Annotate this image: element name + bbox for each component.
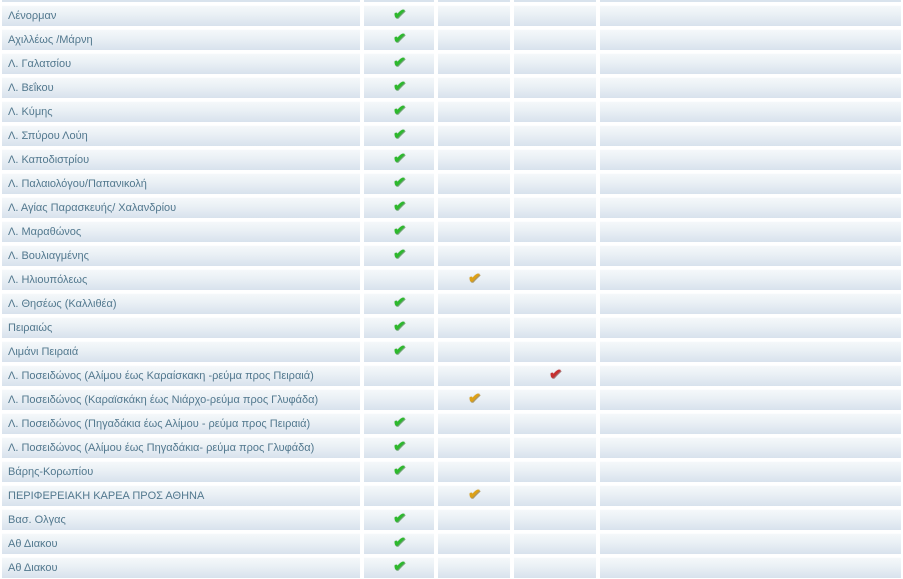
status-cell-2: [438, 101, 510, 122]
status-cell-2: [438, 221, 510, 242]
status-cell-3: [514, 149, 596, 170]
status-cell-2: [438, 365, 510, 386]
table-row: [2, 149, 901, 170]
road-name-cell: [2, 5, 360, 26]
status-cell-4: [600, 269, 901, 290]
clipped-cell: [364, 0, 434, 2]
road-name-label: Λ. Γαλατσίου: [8, 57, 72, 70]
green-check-icon: ✔: [391, 533, 407, 552]
status-cell-3: [514, 413, 596, 434]
road-name-cell: [2, 173, 360, 194]
status-cell-1: [364, 389, 434, 410]
road-name-cell: [2, 197, 360, 218]
status-cell-2: [438, 293, 510, 314]
green-check-icon: ✔: [391, 53, 407, 72]
road-name-label: Βασ. Ολγας: [8, 513, 66, 526]
status-cell-4: [600, 5, 901, 26]
road-name-cell: [2, 53, 360, 74]
status-cell-2: [438, 389, 510, 410]
status-cell-4: [600, 149, 901, 170]
status-cell-1: [364, 485, 434, 506]
road-name-cell: [2, 221, 360, 242]
status-cell-2: [438, 29, 510, 50]
table-row: [2, 533, 901, 554]
road-name-label: Λένορμαν: [8, 9, 57, 22]
road-name-cell: [2, 365, 360, 386]
green-check-icon: ✔: [391, 29, 407, 48]
road-name-label: Αχιλλέως /Μάρνη: [8, 33, 93, 46]
road-name-cell: [2, 317, 360, 338]
table-row: [2, 29, 901, 50]
road-name-cell: [2, 149, 360, 170]
status-cell-4: [600, 533, 901, 554]
road-name-cell: [2, 413, 360, 434]
status-cell-2: [438, 533, 510, 554]
status-cell-2: [438, 509, 510, 530]
road-name-label: Αθ Διακου: [8, 561, 58, 574]
status-cell-4: [600, 317, 901, 338]
road-name-cell: [2, 101, 360, 122]
status-cell-4: [600, 437, 901, 458]
status-cell-3: [514, 197, 596, 218]
status-cell-3: [514, 341, 596, 362]
status-cell-1: [364, 461, 434, 482]
status-cell-3: [514, 533, 596, 554]
status-cell-2: [438, 149, 510, 170]
table-row: [2, 317, 901, 338]
green-check-icon: ✔: [391, 77, 407, 96]
road-name-cell: [2, 389, 360, 410]
status-cell-1: [364, 221, 434, 242]
road-name-label: Λ. Κύμης: [8, 105, 53, 118]
status-cell-1: [364, 413, 434, 434]
status-cell-4: [600, 413, 901, 434]
road-name-cell: [2, 77, 360, 98]
status-cell-2: [438, 245, 510, 266]
green-check-icon: ✔: [391, 5, 407, 24]
road-name-label: ΠΕΡΙΦΕΡΕΙΑΚΗ ΚΑΡΕΑ ΠΡΟΣ ΑΘΗΝΑ: [8, 489, 205, 502]
status-cell-4: [600, 125, 901, 146]
road-name-label: Λ. Ποσειδώνος (Αλίμου έως Καραίσκακη -ρεύμα προς Πειραιά): [8, 369, 314, 382]
clipped-cell: [2, 0, 360, 2]
table-row: [2, 173, 901, 194]
green-check-icon: ✔: [391, 317, 407, 336]
clipped-cell: [514, 0, 596, 2]
orange-check-icon: ✔: [466, 389, 482, 408]
status-cell-1: [364, 437, 434, 458]
road-name-label: Λ. Μαραθώνος: [8, 225, 82, 238]
status-cell-3: [514, 389, 596, 410]
status-cell-4: [600, 53, 901, 74]
road-name-label: Λ. Αγίας Παρασκευής/ Χαλανδρίου: [8, 201, 177, 214]
status-cell-4: [600, 341, 901, 362]
road-name-cell: [2, 461, 360, 482]
road-name-cell: [2, 125, 360, 146]
status-cell-1: [364, 341, 434, 362]
status-cell-3: [514, 485, 596, 506]
status-cell-4: [600, 461, 901, 482]
status-cell-4: [600, 245, 901, 266]
status-cell-4: [600, 557, 901, 578]
table-row: [2, 269, 901, 290]
road-name-label: Λ. Παλαιολόγου/Παπανικολή: [8, 177, 147, 190]
status-cell-3: [514, 125, 596, 146]
clipped-cell: [600, 0, 901, 2]
table-row: [2, 293, 901, 314]
status-cell-1: [364, 173, 434, 194]
green-check-icon: ✔: [391, 245, 407, 264]
red-check-icon: ✔: [547, 365, 563, 384]
road-name-label: Λ. Ποσειδώνος (Αλίμου έως Πηγαδάκια- ρεύμα προς Γλυφάδα): [8, 441, 315, 454]
green-check-icon: ✔: [391, 461, 407, 480]
green-check-icon: ✔: [391, 149, 407, 168]
status-cell-1: [364, 317, 434, 338]
table-row: [2, 77, 901, 98]
status-cell-1: [364, 269, 434, 290]
road-name-cell: [2, 341, 360, 362]
road-name-cell: [2, 437, 360, 458]
status-cell-2: [438, 269, 510, 290]
status-cell-4: [600, 509, 901, 530]
status-cell-2: [438, 557, 510, 578]
table-row: [2, 5, 901, 26]
road-name-cell: [2, 509, 360, 530]
status-cell-2: [438, 317, 510, 338]
status-cell-1: [364, 533, 434, 554]
green-check-icon: ✔: [391, 557, 407, 576]
table-row: [2, 341, 901, 362]
status-cell-1: [364, 557, 434, 578]
status-cell-2: [438, 5, 510, 26]
status-cell-4: [600, 485, 901, 506]
status-cell-3: [514, 317, 596, 338]
status-cell-3: [514, 365, 596, 386]
road-name-label: Λ. Βεΐκου: [8, 81, 54, 94]
table-row: [2, 437, 901, 458]
road-name-label: Λ. Θησέως (Καλλιθέα): [8, 297, 117, 310]
status-cell-3: [514, 269, 596, 290]
status-cell-3: [514, 245, 596, 266]
road-name-label: Λ. Βουλιαγμένης: [8, 249, 89, 262]
status-cell-2: [438, 77, 510, 98]
green-check-icon: ✔: [391, 509, 407, 528]
green-check-icon: ✔: [391, 341, 407, 360]
status-cell-3: [514, 101, 596, 122]
status-cell-1: [364, 101, 434, 122]
status-cell-1: [364, 53, 434, 74]
status-cell-3: [514, 173, 596, 194]
status-cell-2: [438, 197, 510, 218]
status-cell-4: [600, 173, 901, 194]
orange-check-icon: ✔: [466, 269, 482, 288]
status-cell-3: [514, 5, 596, 26]
status-cell-1: [364, 125, 434, 146]
status-cell-2: [438, 461, 510, 482]
orange-check-icon: ✔: [466, 485, 482, 504]
status-cell-3: [514, 29, 596, 50]
road-name-label: Λ. Ηλιουπόλεως: [8, 273, 88, 286]
status-cell-1: [364, 365, 434, 386]
status-cell-3: [514, 293, 596, 314]
road-name-label: Λιμάνι Πειραιά: [8, 345, 79, 358]
road-name-cell: [2, 29, 360, 50]
status-cell-1: [364, 29, 434, 50]
status-cell-1: [364, 5, 434, 26]
clipped-cell: [438, 0, 510, 2]
road-name-label: Λ. Σπύρου Λούη: [8, 129, 88, 142]
table-row: [2, 389, 901, 410]
table-row: [2, 509, 901, 530]
status-cell-3: [514, 509, 596, 530]
road-name-cell: [2, 557, 360, 578]
status-cell-1: [364, 293, 434, 314]
status-cell-3: [514, 221, 596, 242]
status-cell-4: [600, 29, 901, 50]
status-cell-2: [438, 485, 510, 506]
status-cell-1: [364, 509, 434, 530]
status-cell-4: [600, 365, 901, 386]
table-row: [2, 197, 901, 218]
table-row: [2, 101, 901, 122]
status-cell-1: [364, 77, 434, 98]
status-cell-3: [514, 461, 596, 482]
status-cell-2: [438, 341, 510, 362]
table-row: [2, 53, 901, 74]
road-name-cell: [2, 293, 360, 314]
road-name-cell: [2, 485, 360, 506]
status-cell-4: [600, 197, 901, 218]
status-cell-4: [600, 389, 901, 410]
green-check-icon: ✔: [391, 197, 407, 216]
green-check-icon: ✔: [391, 125, 407, 144]
status-cell-3: [514, 437, 596, 458]
status-cell-3: [514, 53, 596, 74]
table-row: [2, 485, 901, 506]
table-row: [2, 461, 901, 482]
status-cell-2: [438, 173, 510, 194]
clipped-row-strip: [2, 0, 901, 2]
status-cell-4: [600, 293, 901, 314]
table-row: [2, 557, 901, 578]
status-cell-2: [438, 53, 510, 74]
road-name-cell: [2, 269, 360, 290]
table-row: [2, 413, 901, 434]
road-name-cell: [2, 533, 360, 554]
status-cell-4: [600, 101, 901, 122]
status-cell-1: [364, 197, 434, 218]
green-check-icon: ✔: [391, 101, 407, 120]
status-cell-3: [514, 77, 596, 98]
green-check-icon: ✔: [391, 437, 407, 456]
road-name-label: Πειραιώς: [8, 321, 53, 334]
status-cell-4: [600, 77, 901, 98]
green-check-icon: ✔: [391, 173, 407, 192]
road-name-label: Αθ Διακου: [8, 537, 58, 550]
table-row: [2, 245, 901, 266]
road-name-label: Βάρης-Κορωπίου: [8, 465, 94, 478]
status-cell-1: [364, 245, 434, 266]
table-row: [2, 365, 901, 386]
table-row: [2, 125, 901, 146]
road-name-label: Λ. Ποσειδώνος (Πηγαδάκια έως Αλίμου - ρεύμα προς Πειραιά): [8, 417, 311, 430]
green-check-icon: ✔: [391, 293, 407, 312]
green-check-icon: ✔: [391, 413, 407, 432]
status-cell-1: [364, 149, 434, 170]
table-row: [2, 221, 901, 242]
road-name-cell: [2, 245, 360, 266]
status-cell-2: [438, 437, 510, 458]
status-cell-4: [600, 221, 901, 242]
status-cell-2: [438, 413, 510, 434]
road-name-label: Λ. Ποσειδώνος (Καραϊσκάκη έως Νιάρχο-ρεύμα προς Γλυφάδα): [8, 393, 319, 406]
status-cell-2: [438, 125, 510, 146]
green-check-icon: ✔: [391, 221, 407, 240]
road-name-label: Λ. Καποδιστρίου: [8, 153, 90, 166]
status-cell-3: [514, 557, 596, 578]
